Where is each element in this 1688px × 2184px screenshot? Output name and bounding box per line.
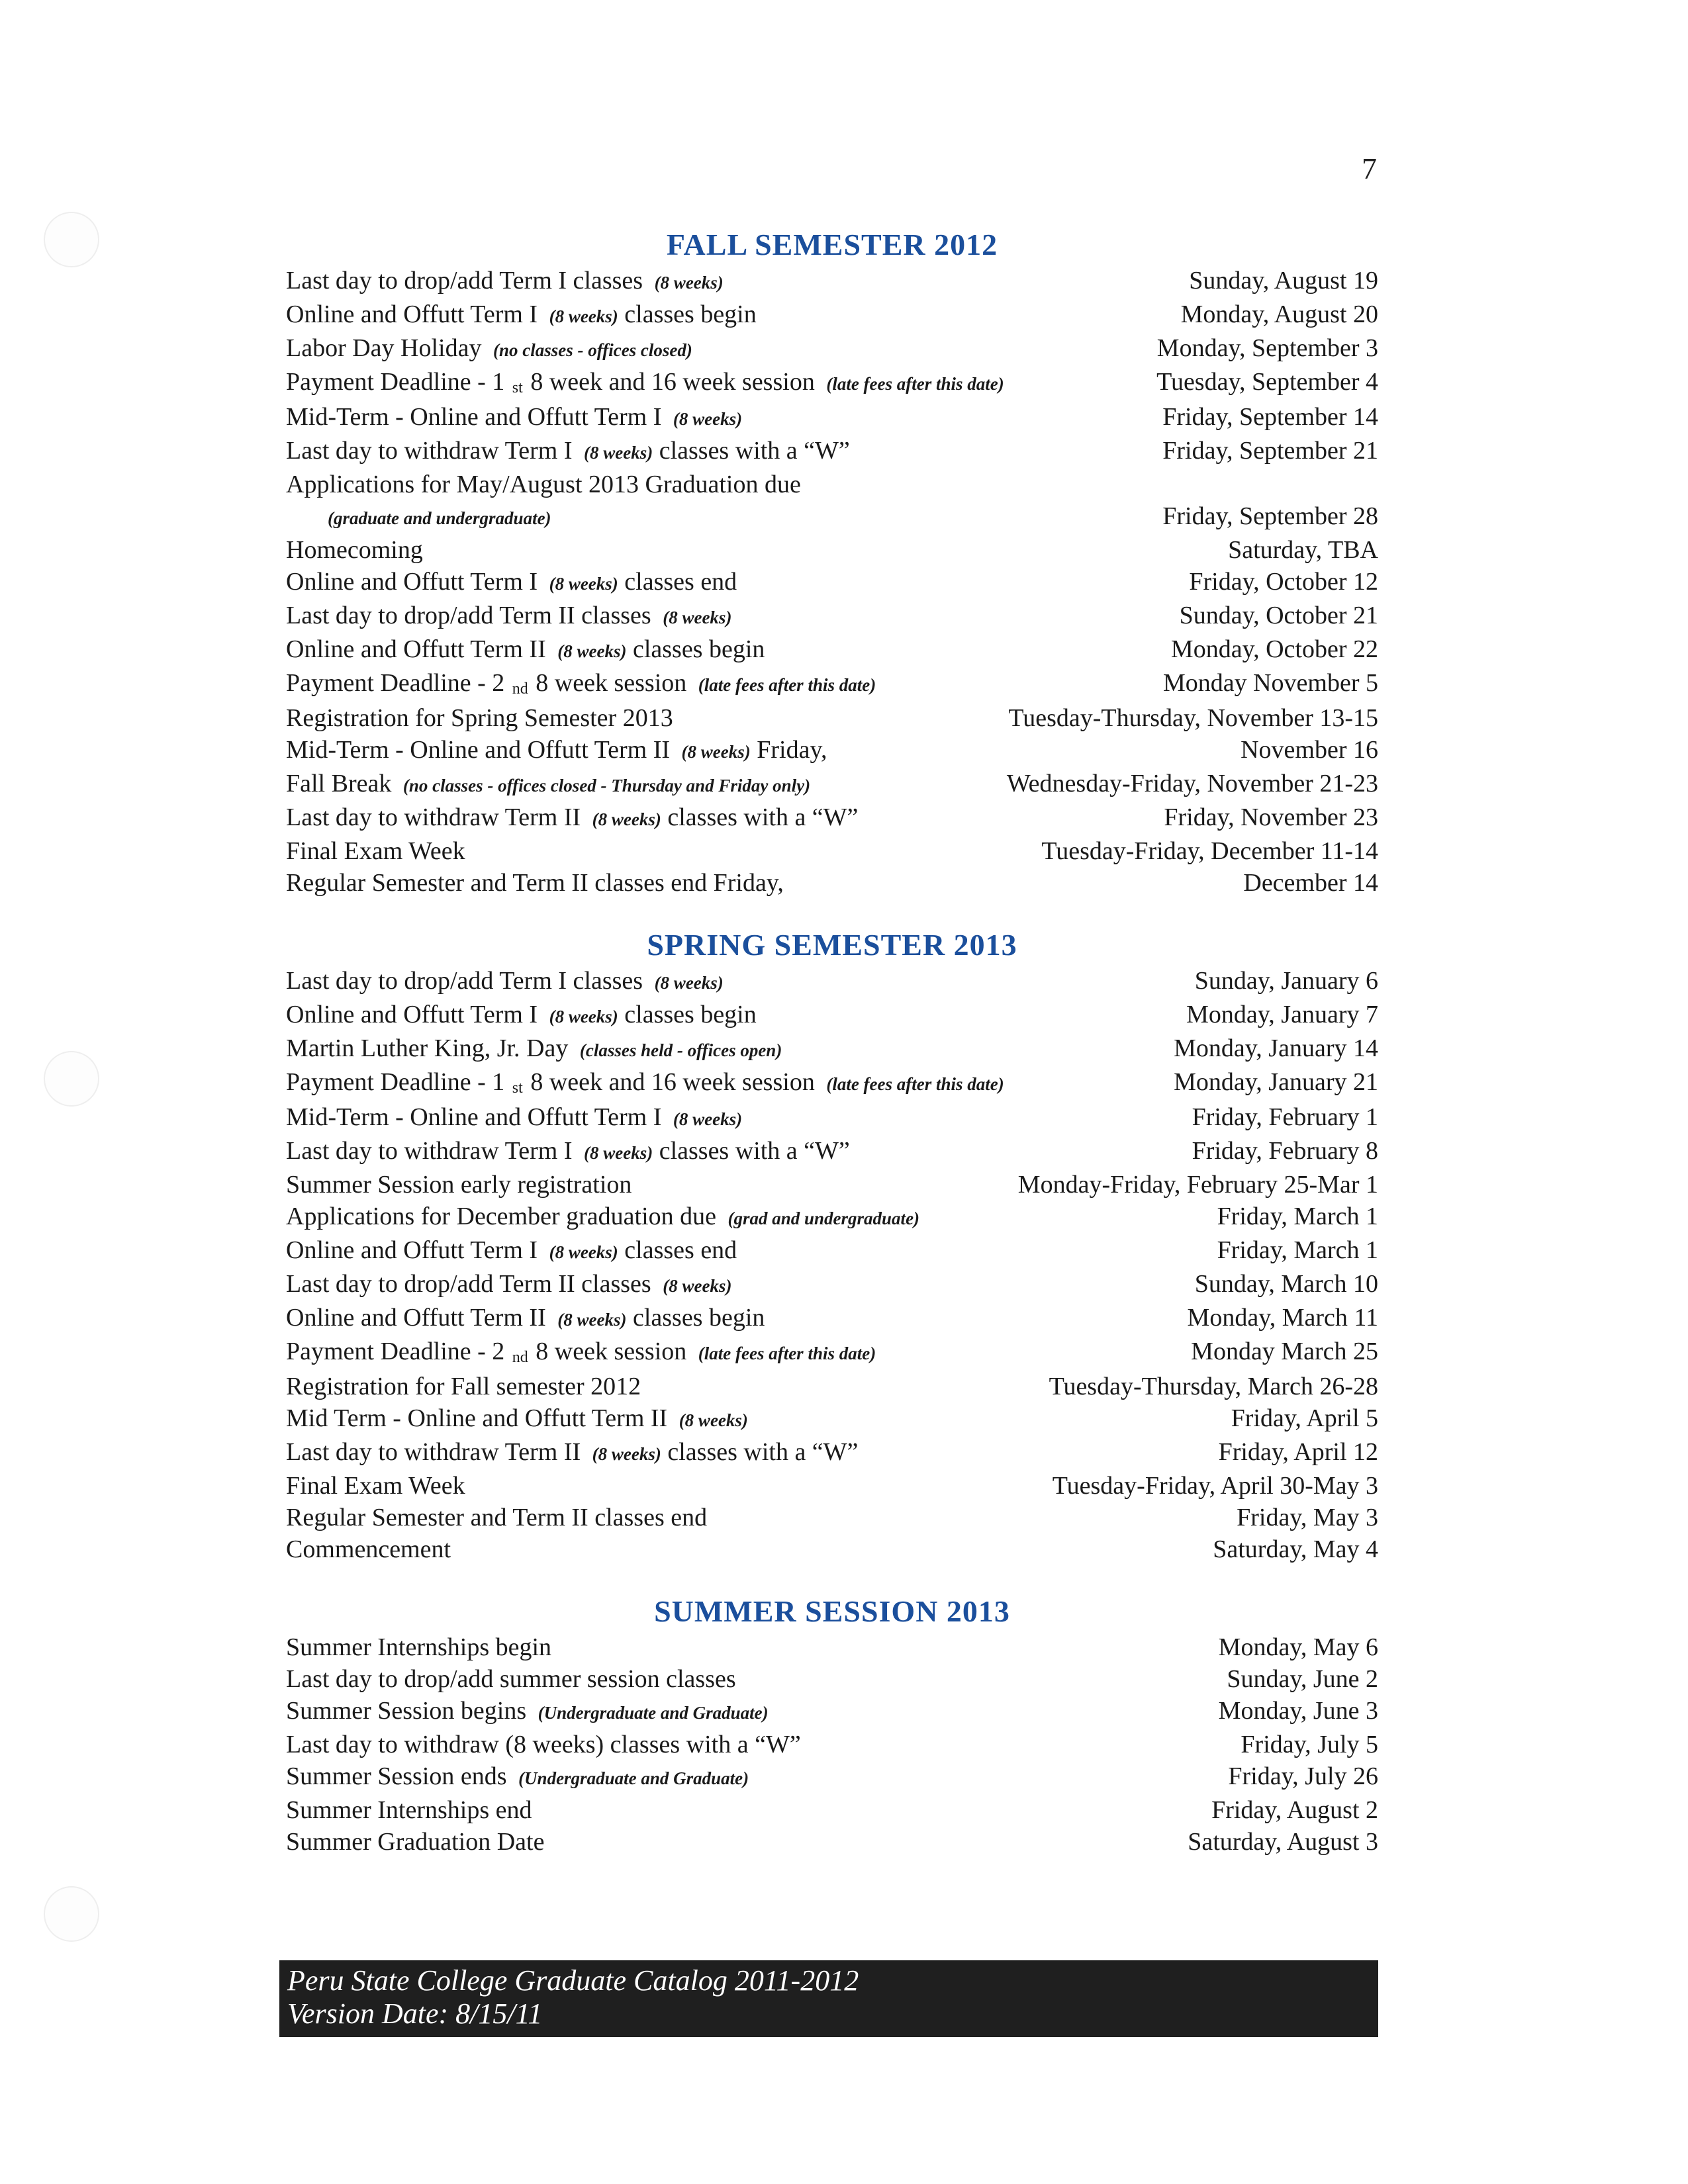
event-text: Online and Offutt Term I — [286, 1001, 538, 1028]
event-text: Regular Semester and Term II classes end Friday, — [286, 869, 784, 897]
event-note: (8 weeks) — [557, 641, 627, 661]
event-text: Fall Break — [286, 770, 392, 797]
event-label — [286, 1234, 737, 1268]
event-text-continued: classes with a “W” — [667, 1438, 859, 1466]
event-note: (8 weeks) — [557, 1310, 627, 1330]
event-date: Monday, August 20 — [1180, 300, 1378, 328]
punch-hole-middle — [44, 1051, 99, 1107]
event-label — [286, 332, 692, 366]
event-text: Mid-Term - Online and Offutt Term II — [286, 736, 671, 764]
event-label — [286, 801, 858, 835]
calendar-row — [286, 734, 1378, 768]
calendar-row — [286, 1436, 1378, 1470]
event-text: Commencement — [286, 1535, 451, 1563]
event-date: Monday March 25 — [1191, 1338, 1378, 1365]
event-text: Payment Deadline - 2 — [286, 1338, 505, 1365]
event-date: Monday, June 3 — [1218, 1697, 1378, 1725]
calendar-row — [286, 298, 1378, 332]
event-note: (8 weeks) — [592, 1444, 661, 1464]
event-label — [286, 835, 465, 867]
event-date: Monday, September 3 — [1156, 334, 1378, 362]
event-date: Monday-Friday, February 25-Mar 1 — [1017, 1171, 1378, 1199]
event-text: Summer Session begins — [286, 1697, 527, 1725]
event-text: Online and Offutt Term I — [286, 1236, 538, 1264]
event-date: Tuesday-Friday, December 11-14 — [1041, 837, 1378, 865]
event-date: Friday, April 12 — [1218, 1438, 1378, 1466]
punch-hole-top — [44, 212, 99, 267]
event-text: Online and Offutt Term II — [286, 1304, 546, 1332]
calendar-row — [286, 1402, 1378, 1436]
event-date: Friday, July 26 — [1228, 1762, 1378, 1790]
calendar-row — [286, 265, 1378, 298]
event-date: Friday, September 28 — [1162, 502, 1378, 530]
event-label — [286, 768, 810, 801]
calendar-row — [286, 1032, 1378, 1066]
calendar-row — [286, 702, 1378, 734]
event-label — [286, 1201, 919, 1234]
event-text-continued: classes with a “W” — [659, 1137, 850, 1165]
section-spacer — [286, 1565, 1378, 1592]
event-date: Friday, September 14 — [1162, 403, 1378, 431]
event-text: Summer Internships end — [286, 1796, 532, 1824]
calendar-row — [286, 332, 1378, 366]
event-date: Friday, May 3 — [1237, 1504, 1378, 1531]
calendar-row — [286, 867, 1378, 899]
event-label — [286, 1066, 1004, 1101]
event-note: (8 weeks) — [681, 742, 751, 762]
calendar-content — [286, 225, 1378, 1858]
event-text: Last day to withdraw Term II — [286, 803, 581, 831]
event-date: Friday, August 2 — [1211, 1796, 1378, 1824]
calendar-row — [286, 1234, 1378, 1268]
event-note: (late fees after this date) — [826, 374, 1004, 394]
calendar-row — [286, 768, 1378, 801]
calendar-row — [286, 500, 1378, 534]
page-number: 7 — [1362, 152, 1377, 185]
event-note: (8 weeks) — [592, 809, 661, 829]
calendar-row — [286, 667, 1378, 702]
event-text-continued: classes begin — [624, 300, 757, 328]
event-note: (late fees after this date) — [826, 1074, 1004, 1094]
event-label — [286, 1729, 801, 1760]
event-note: (8 weeks) — [549, 306, 618, 326]
event-date: Saturday, August 3 — [1188, 1828, 1378, 1856]
event-text: Last day to withdraw Term II — [286, 1438, 581, 1466]
event-date: Friday, February 8 — [1192, 1137, 1378, 1165]
event-text-continued: 8 week session — [536, 669, 687, 697]
event-text: Summer Graduation Date — [286, 1828, 545, 1856]
event-text-continued: classes begin — [624, 1001, 757, 1028]
calendar-section — [286, 925, 1378, 1565]
calendar-row — [286, 1631, 1378, 1663]
event-text: Mid-Term - Online and Offutt Term I — [286, 403, 662, 431]
event-text: Final Exam Week — [286, 837, 465, 865]
event-note: (8 weeks) — [673, 409, 743, 429]
calendar-row — [286, 1201, 1378, 1234]
calendar-row — [286, 566, 1378, 600]
event-note: (8 weeks) — [654, 973, 724, 993]
calendar-row — [286, 534, 1378, 566]
calendar-row — [286, 1135, 1378, 1169]
calendar-row — [286, 1533, 1378, 1565]
calendar-row — [286, 999, 1378, 1032]
event-note: (Undergraduate and Graduate) — [538, 1703, 769, 1723]
footer-version-date: Version Date: 8/15/11 — [287, 1997, 543, 2030]
event-text: Registration for Spring Semester 2013 — [286, 704, 673, 732]
event-label — [286, 1533, 451, 1565]
event-text: Payment Deadline - 1 — [286, 1068, 505, 1096]
event-label — [286, 1826, 544, 1858]
event-label — [286, 1302, 765, 1336]
event-text: Payment Deadline - 2 — [286, 669, 505, 697]
calendar-row — [286, 1169, 1378, 1201]
event-label — [286, 867, 784, 899]
event-note: (8 weeks) — [673, 1109, 743, 1129]
calendar-row — [286, 1695, 1378, 1729]
event-text: Homecoming — [286, 536, 423, 564]
event-text-continued: classes with a “W” — [659, 437, 850, 465]
event-label — [286, 566, 737, 600]
event-label — [286, 401, 742, 435]
event-note: (8 weeks) — [583, 1143, 653, 1163]
event-text: Registration for Fall semester 2012 — [286, 1373, 641, 1400]
calendar-row — [286, 366, 1378, 401]
event-label — [286, 1101, 742, 1135]
event-text-continued: classes begin — [632, 635, 765, 663]
event-text: Payment Deadline - 1 — [286, 368, 505, 396]
calendar-row — [286, 835, 1378, 867]
event-text: Regular Semester and Term II classes end — [286, 1504, 708, 1531]
event-text: Applications for May/August 2013 Graduation due — [286, 471, 801, 498]
calendar-row — [286, 1502, 1378, 1533]
event-text-continued: 8 week session — [536, 1338, 687, 1365]
event-date: Sunday, October 21 — [1179, 602, 1378, 629]
event-date: Friday, March 1 — [1217, 1236, 1378, 1264]
event-label — [286, 965, 724, 999]
event-label — [286, 298, 757, 332]
calendar-row — [286, 1268, 1378, 1302]
event-text: Summer Internships begin — [286, 1633, 552, 1661]
event-date: November 16 — [1241, 736, 1378, 764]
event-text-continued: 8 week and 16 week session — [530, 1068, 815, 1096]
event-label — [286, 1502, 707, 1533]
event-date: Tuesday-Thursday, November 13-15 — [1008, 704, 1378, 732]
section-title: FALL SEMESTER 2012 — [666, 228, 998, 261]
event-note: (no classes - offices closed - Thursday and Friday only) — [402, 776, 811, 796]
calendar-row — [286, 1663, 1378, 1695]
event-date: Monday, May 6 — [1218, 1633, 1378, 1661]
event-text: Last day to withdraw Term I — [286, 1137, 573, 1165]
event-label — [286, 1695, 769, 1729]
event-note: (8 weeks) — [549, 1007, 618, 1026]
event-label — [286, 600, 731, 633]
event-date: Friday, October 12 — [1189, 568, 1378, 596]
calendar-row — [286, 1794, 1378, 1826]
event-label — [286, 1268, 731, 1302]
event-label — [286, 702, 673, 734]
event-text: Last day to drop/add summer session classes — [286, 1665, 736, 1693]
event-text: Last day to drop/add Term II classes — [286, 1270, 651, 1298]
calendar-row — [286, 1826, 1378, 1858]
punch-hole-bottom — [44, 1886, 99, 1942]
event-date: Tuesday-Friday, April 30-May 3 — [1052, 1472, 1378, 1500]
event-label — [322, 500, 551, 534]
event-text-continued: classes end — [624, 1236, 737, 1264]
calendar-row — [286, 801, 1378, 835]
event-date: Friday, September 21 — [1162, 437, 1378, 465]
event-label — [286, 667, 876, 702]
calendar-row — [286, 1101, 1378, 1135]
ordinal-suffix: st — [512, 379, 523, 396]
event-date: Saturday, TBA — [1228, 536, 1378, 564]
event-label — [286, 1794, 532, 1826]
event-note: (Undergraduate and Graduate) — [518, 1768, 749, 1788]
event-text-continued: Friday, — [757, 736, 827, 764]
section-spacer — [286, 899, 1378, 925]
event-note: (8 weeks) — [583, 443, 653, 463]
event-note: (8 weeks) — [663, 1276, 732, 1296]
calendar-section — [286, 1592, 1378, 1858]
calendar-row — [286, 1729, 1378, 1760]
event-text: Labor Day Holiday — [286, 334, 482, 362]
event-text: Martin Luther King, Jr. Day — [286, 1034, 569, 1062]
event-note: (8 weeks) — [663, 608, 732, 627]
ordinal-suffix: st — [512, 1079, 523, 1097]
event-note: (8 weeks) — [679, 1410, 748, 1430]
calendar-row — [286, 1470, 1378, 1502]
event-date: Monday, January 14 — [1174, 1034, 1378, 1062]
event-label — [286, 534, 423, 566]
event-date: Monday November 5 — [1162, 669, 1378, 697]
event-text: Applications for December graduation due — [286, 1203, 716, 1230]
event-label — [286, 999, 757, 1032]
event-text: Summer Session ends — [286, 1762, 507, 1790]
event-label — [286, 633, 765, 667]
event-note: (grad and undergraduate) — [727, 1208, 920, 1228]
event-text-continued: 8 week and 16 week session — [530, 368, 815, 396]
event-date: Monday, October 22 — [1170, 635, 1378, 663]
ordinal-suffix: nd — [512, 1349, 528, 1366]
event-label — [286, 734, 827, 768]
event-date: Friday, April 5 — [1231, 1404, 1378, 1432]
event-label — [286, 1402, 748, 1436]
event-date: Friday, February 1 — [1192, 1103, 1378, 1131]
event-text: Last day to drop/add Term II classes — [286, 602, 651, 629]
event-label — [286, 435, 850, 469]
event-label — [286, 1135, 850, 1169]
section-title: SUMMER SESSION 2013 — [654, 1594, 1010, 1628]
event-note: (8 weeks) — [654, 273, 724, 293]
event-text: Online and Offutt Term II — [286, 635, 546, 663]
event-label — [286, 1436, 858, 1470]
event-text: Last day to withdraw Term I — [286, 437, 573, 465]
event-date: Sunday, June 2 — [1227, 1665, 1378, 1693]
event-date: Saturday, May 4 — [1213, 1535, 1378, 1563]
event-text: Summer Session early registration — [286, 1171, 632, 1199]
event-label — [286, 1631, 551, 1663]
event-date: Monday, January 7 — [1186, 1001, 1378, 1028]
event-text-continued: classes begin — [632, 1304, 765, 1332]
calendar-row — [286, 401, 1378, 435]
calendar-row — [286, 1336, 1378, 1371]
event-text-continued: classes with a “W” — [667, 803, 859, 831]
event-text: Mid Term - Online and Offutt Term II — [286, 1404, 668, 1432]
event-note: (graduate and undergraduate) — [328, 508, 551, 528]
calendar-row — [286, 965, 1378, 999]
event-label — [286, 366, 1004, 401]
event-label — [286, 265, 724, 298]
calendar-row — [286, 1066, 1378, 1101]
event-text: Online and Offutt Term I — [286, 568, 538, 596]
calendar-row — [286, 1371, 1378, 1402]
event-text: Final Exam Week — [286, 1472, 465, 1500]
event-date: Sunday, August 19 — [1189, 267, 1378, 295]
event-label — [286, 469, 801, 500]
section-title: SPRING SEMESTER 2013 — [647, 928, 1017, 962]
event-date: Friday, July 5 — [1241, 1731, 1378, 1758]
event-note: (8 weeks) — [549, 574, 618, 594]
footer-title: Peru State College Graduate Catalog 2011-2012 — [287, 1964, 859, 1997]
catalog-footer — [279, 1960, 1378, 2037]
event-date: Wednesday-Friday, November 21-23 — [1006, 770, 1378, 797]
event-text: Last day to drop/add Term I classes — [286, 267, 643, 295]
event-label — [286, 1032, 782, 1066]
event-text: Mid-Term - Online and Offutt Term I — [286, 1103, 662, 1131]
calendar-row — [286, 633, 1378, 667]
event-date: Tuesday-Thursday, March 26-28 — [1049, 1373, 1378, 1400]
event-date: December 14 — [1243, 869, 1378, 897]
event-note: (classes held - offices open) — [579, 1040, 782, 1060]
event-date: Friday, November 23 — [1164, 803, 1378, 831]
event-note: (8 weeks) — [549, 1242, 618, 1262]
event-date: Sunday, January 6 — [1194, 967, 1378, 995]
calendar-row — [286, 469, 1378, 500]
event-date: Monday, January 21 — [1174, 1068, 1378, 1096]
event-date: Sunday, March 10 — [1194, 1270, 1378, 1298]
calendar-section — [286, 225, 1378, 899]
event-text: Last day to withdraw (8 weeks) classes with a “W” — [286, 1731, 801, 1758]
event-label — [286, 1663, 736, 1695]
ordinal-suffix: nd — [512, 680, 528, 698]
event-label — [286, 1336, 876, 1371]
event-note: (late fees after this date) — [698, 1343, 876, 1363]
event-note: (late fees after this date) — [698, 675, 876, 695]
event-label — [286, 1470, 465, 1502]
calendar-row — [286, 1760, 1378, 1794]
event-date: Friday, March 1 — [1217, 1203, 1378, 1230]
event-date: Monday, March 11 — [1187, 1304, 1378, 1332]
event-label — [286, 1371, 641, 1402]
event-note: (no classes - offices closed) — [492, 340, 692, 360]
event-label — [286, 1169, 632, 1201]
calendar-row — [286, 1302, 1378, 1336]
event-text-continued: classes end — [624, 568, 737, 596]
calendar-row — [286, 600, 1378, 633]
event-label — [286, 1760, 749, 1794]
event-text: Online and Offutt Term I — [286, 300, 538, 328]
event-date: Tuesday, September 4 — [1156, 368, 1378, 396]
calendar-row — [286, 435, 1378, 469]
event-text: Last day to drop/add Term I classes — [286, 967, 643, 995]
